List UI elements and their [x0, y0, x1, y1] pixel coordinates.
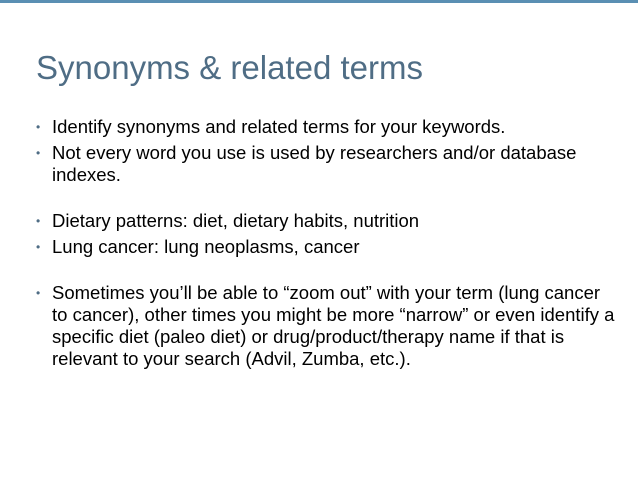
bullet-text: Lung cancer: lung neoplasms, cancer	[52, 236, 360, 257]
bullet-text: Not every word you use is used by researchers and/or database indexes.	[52, 142, 577, 185]
bullet-item	[36, 282, 616, 370]
bullet-list	[36, 116, 616, 374]
top-accent-rule	[0, 0, 638, 3]
bullet-item	[36, 236, 616, 258]
bullet-item	[36, 142, 616, 186]
bullet-text: Identify synonyms and related terms for your keywords.	[52, 116, 506, 137]
bullet-icon: •	[36, 146, 41, 160]
slide-title: Synonyms & related terms	[36, 49, 423, 86]
bullet-icon: •	[36, 120, 41, 134]
bullet-text: Dietary patterns: diet, dietary habits, nutrition	[52, 210, 420, 231]
bullet-icon: •	[36, 286, 41, 300]
bullet-text: Sometimes you’ll be able to “zoom out” with your term (lung cancer to cancer), other times you might be more “narrow” or even identify a specific diet (paleo diet) or drug/product/therapy name if that is relevant to your search (Advil, Zumba, etc.).	[52, 282, 615, 369]
bullet-icon: •	[36, 214, 41, 228]
bullet-item	[36, 116, 616, 138]
bullet-item	[36, 210, 616, 232]
bullet-icon: •	[36, 240, 41, 254]
